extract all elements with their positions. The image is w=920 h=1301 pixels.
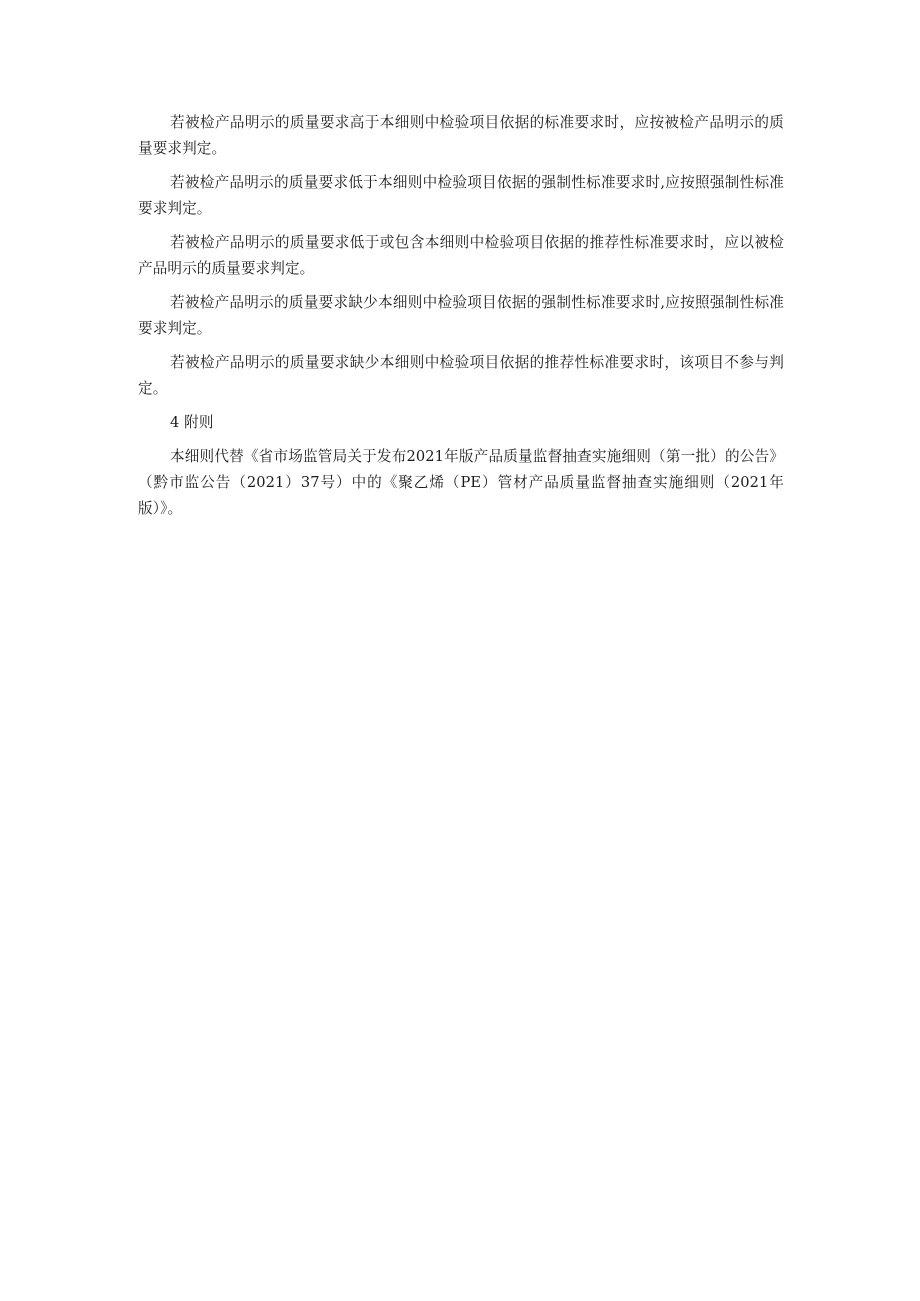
section-heading-appendix: 4 附则 xyxy=(170,414,214,431)
paragraph-missing-recommended: 若被检产品明示的质量要求缺少本细则中检验项目依据的推荐性标准要求时，该项目不参与判定。 xyxy=(138,354,784,397)
paragraph-missing-mandatory: 若被检产品明示的质量要求缺少本细则中检验项目依据的强制性标准要求时,应按照强制性标准要求判定。 xyxy=(138,294,784,337)
paragraph-declared-lower-mandatory: 若被检产品明示的质量要求低于本细则中检验项目依据的强制性标准要求时,应按照强制性标准要求判定。 xyxy=(138,174,784,217)
document-body xyxy=(138,110,784,530)
paragraph-declared-lower-recommended: 若被检产品明示的质量要求低于或包含本细则中检验项目依据的推荐性标准要求时，应以被检产品明示的质量要求判定。 xyxy=(138,234,784,277)
paragraph-supersedes: 本细则代替《省市场监管局关于发布2021年版产品质量监督抽查实施细则（第一批）的公告》（黔市监公告（2021）37号）中的《聚乙烯（PE）管材产品质量监督抽查实施细则（2021年版）》。 xyxy=(138,448,784,517)
paragraph-declared-higher: 若被检产品明示的质量要求高于本细则中检验项目依据的标准要求时，应按被检产品明示的质量要求判定。 xyxy=(138,114,784,157)
